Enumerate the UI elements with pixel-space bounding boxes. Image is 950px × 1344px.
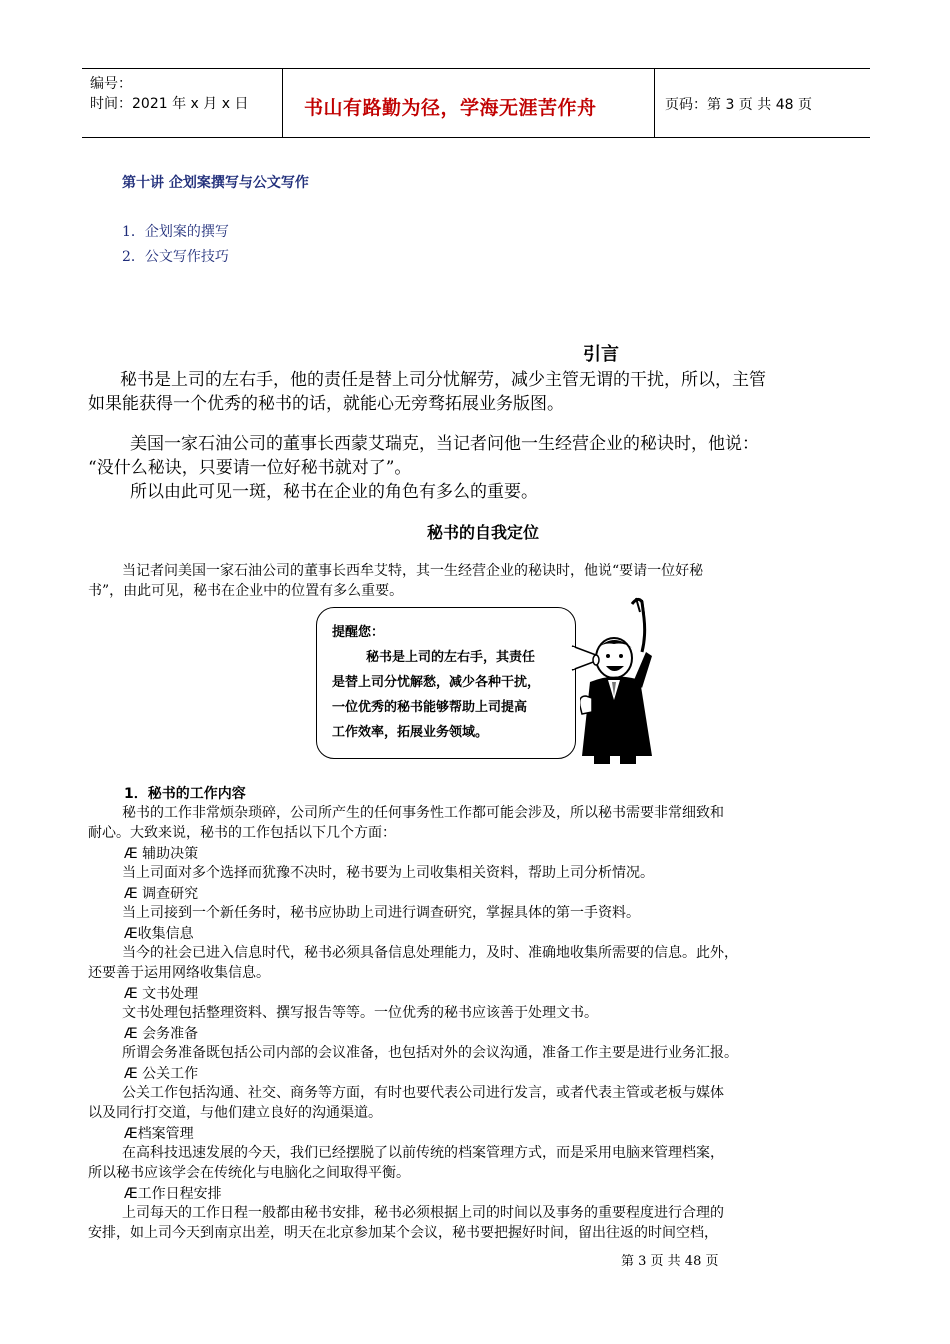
work-item-text-line1: 文书处理包括整理资料、撰写报告等等。一位优秀的秘书应该善于处理文书。 xyxy=(122,1005,598,1021)
work-item-label-text: 调查研究 xyxy=(142,886,199,902)
tip-line-2: 是替上司分忧解愁，减少各种干扰， xyxy=(332,675,541,690)
intro-p3: 所以由此可见一斑，秘书在企业的角色有多么的重要。 xyxy=(130,482,538,502)
work-item-label-text: 收集信息 xyxy=(137,926,194,942)
work-item-label xyxy=(124,1063,198,1083)
work-item-text-line2: 安排，如上司今天到南京出差，明天在北京参加某个会议，秘书要把握好时间，留出往返的时间空档， xyxy=(88,1225,718,1241)
work-item-label-text: 公关工作 xyxy=(142,1066,199,1082)
bullet-marker: Æ xyxy=(124,926,138,942)
header-time: 时间：2021 年 x 月 x 日 xyxy=(90,96,249,112)
work-item-text-line1: 公关工作包括沟通、社交、商务等方面，有时也要代表公司进行发言，或者代表主管或老板与媒体 xyxy=(122,1085,724,1101)
section-p-line2: 书”，由此可见，秘书在企业中的位置有多么重要。 xyxy=(88,583,404,599)
intro-p2-line2: “没什么秘诀，只要请一位好秘书就对了”。 xyxy=(88,458,412,478)
tip-line-3: 一位优秀的秘书能够帮助上司提高 xyxy=(332,700,528,715)
work-item-label xyxy=(124,1123,194,1143)
tip-line-1: 秘书是上司的左右手，其责任 xyxy=(366,650,536,665)
intro-p1-line1: 秘书是上司的左右手，他的责任是替上司分忧解劳，减少主管无谓的干扰，所以，主管 xyxy=(120,370,766,390)
bullet-marker: Æ xyxy=(124,1186,138,1202)
work-item-text-line1: 所谓会务准备既包括公司内部的会议准备，也包括对外的会议沟通，准备工作主要是进行业务汇报。 xyxy=(122,1045,738,1061)
header-page-code: 页码：第 3 页 共 48 页 xyxy=(665,97,812,113)
bullet-marker: Æ xyxy=(124,1066,138,1082)
header-motto: 书山有路勤为径，学海无涯苦作舟 xyxy=(304,97,597,119)
work-item-label xyxy=(124,983,198,1003)
bullet-marker: Æ xyxy=(124,1126,138,1142)
header-left-cell xyxy=(82,69,283,137)
toc-item-2[interactable]: 2．公文写作技巧 xyxy=(122,249,229,265)
work-item-label-text: 辅助决策 xyxy=(142,846,199,862)
document-header xyxy=(82,68,870,138)
work-item-label-text: 会务准备 xyxy=(142,1026,199,1042)
work-item-text-line1: 当上司接到一个新任务时，秘书应协助上司进行调查研究，掌握具体的第一手资料。 xyxy=(122,905,640,921)
work-item-label xyxy=(124,843,198,863)
tip-heading: 提醒您： xyxy=(332,625,385,640)
tip-line-4: 工作效率，拓展业务领域。 xyxy=(332,725,489,740)
intro-p2-line1: 美国一家石油公司的董事长西蒙艾瑞克，当记者问他一生经营企业的秘诀时，他说： xyxy=(130,434,759,454)
bullet-marker: Æ xyxy=(124,986,138,1002)
work-title: 1．秘书的工作内容 xyxy=(124,786,246,802)
toc-item-1[interactable]: 1．企划案的撰写 xyxy=(122,224,229,240)
work-item-text-line2: 还要善于运用网络收集信息。 xyxy=(88,965,270,981)
lecture-title: 第十讲 企划案撰写与公文写作 xyxy=(122,175,309,191)
work-item-text-line2: 所以秘书应该学会在传统化与电脑化之间取得平衡。 xyxy=(88,1165,410,1181)
work-item-label xyxy=(124,1023,198,1043)
bullet-marker: Æ xyxy=(124,846,138,862)
work-item-text-line1: 当今的社会已进入信息时代，秘书必须具备信息处理能力，及时、准确地收集所需要的信息。此外， xyxy=(122,945,738,961)
work-item-label xyxy=(124,1183,222,1203)
work-intro-line1: 秘书的工作非常烦杂琐碎，公司所产生的任何事务性工作都可能会涉及，所以秘书需要非常细致和 xyxy=(122,805,724,821)
section-p-line1: 当记者问美国一家石油公司的董事长西牟艾特，其一生经营企业的秘诀时，他说“要请一位好秘 xyxy=(122,563,704,579)
work-item-label-text: 文书处理 xyxy=(142,986,199,1002)
bullet-marker: Æ xyxy=(124,886,138,902)
intro-title: 引言 xyxy=(583,344,619,365)
work-item-label xyxy=(124,883,198,903)
work-item-label xyxy=(124,923,194,943)
work-item-text-line1: 当上司面对多个选择而犹豫不决时，秘书要为上司收集相关资料，帮助上司分析情况。 xyxy=(122,865,654,881)
businessman-illustration xyxy=(580,596,670,766)
work-item-text-line1: 上司每天的工作日程一般都由秘书安排，秘书必须根据上司的时间以及事务的重要程度进行合理的 xyxy=(122,1205,724,1221)
intro-p1-line2: 如果能获得一个优秀的秘书的话，就能心无旁骛拓展业务版图。 xyxy=(88,394,564,414)
work-item-text-line1: 在高科技迅速发展的今天，我们已经摆脱了以前传统的档案管理方式，而是采用电脑来管理档案， xyxy=(122,1145,724,1161)
header-right-cell xyxy=(654,69,871,137)
header-number: 编号： xyxy=(90,76,132,92)
work-item-text-line2: 以及同行打交道，与他们建立良好的沟通渠道。 xyxy=(88,1105,382,1121)
page-footer: 第 3 页 共 48 页 xyxy=(621,1254,719,1269)
section-title: 秘书的自我定位 xyxy=(427,523,540,542)
work-item-label-text: 工作日程安排 xyxy=(137,1186,222,1202)
bullet-marker: Æ xyxy=(124,1026,138,1042)
work-item-label-text: 档案管理 xyxy=(137,1126,194,1142)
work-intro-line2: 耐心。大致来说，秘书的工作包括以下几个方面： xyxy=(88,825,396,841)
